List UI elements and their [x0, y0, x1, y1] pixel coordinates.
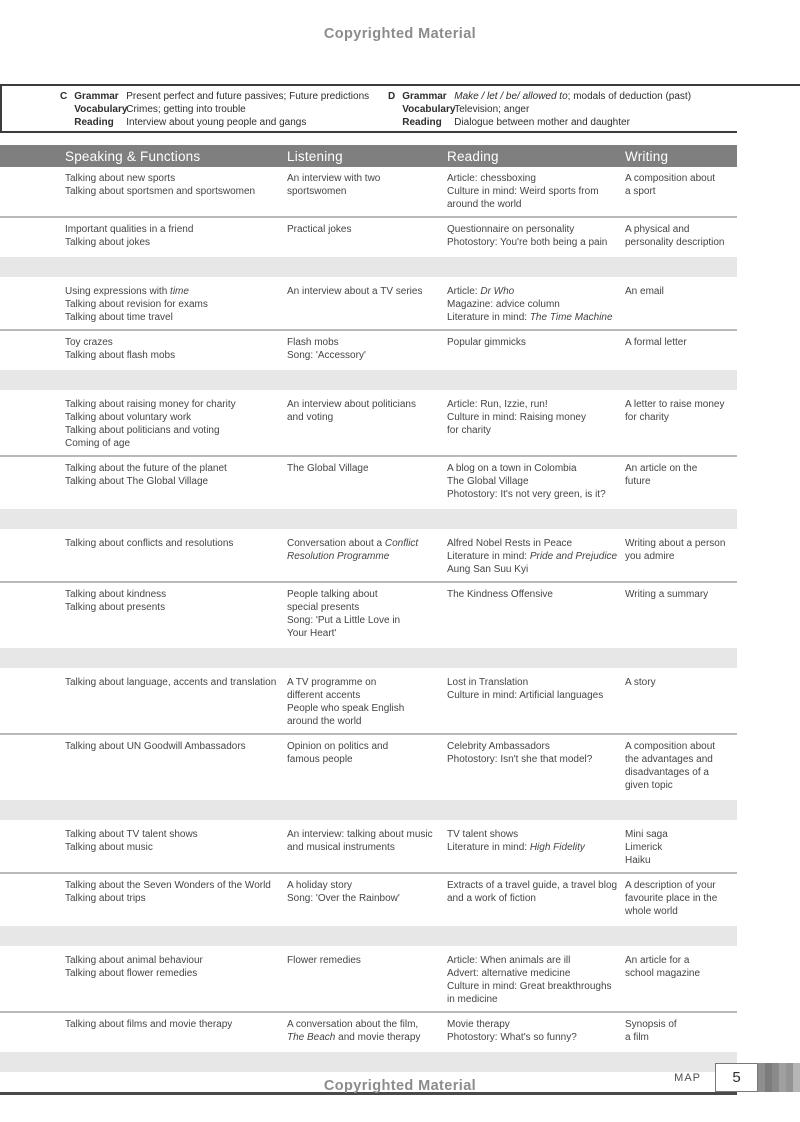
cell-speaking	[65, 740, 287, 792]
cell-line: Talking about language, accents and translation	[65, 677, 277, 688]
cell-line: Talking about voluntary work	[65, 412, 192, 423]
copyright-banner-top: Copyrighted Material	[323, 26, 477, 42]
cell-line: The Global Village	[447, 476, 529, 487]
blank-band	[0, 800, 737, 820]
cell-listening	[287, 879, 447, 918]
cell-writing	[625, 1018, 737, 1044]
cell-speaking	[65, 537, 287, 576]
unit-summary-value: Make / let / be/ allowed to; modals of deduction (past)	[454, 91, 692, 102]
table-row	[0, 874, 737, 923]
cell-line: Talking about animal behaviour	[65, 955, 203, 966]
cell-line: Literature in mind: High Fidelity	[447, 842, 585, 853]
cell-speaking	[65, 398, 287, 450]
copyright-banner-bottom: Copyrighted Material	[323, 1078, 477, 1094]
cell-reading	[447, 1018, 625, 1044]
cell-line: A composition about	[625, 741, 716, 752]
cell-line: Article: chessboxing	[447, 173, 536, 184]
unit-letter: C	[60, 91, 68, 102]
cell-listening	[287, 676, 447, 728]
cell-line: A blog on a town in Colombia	[447, 463, 577, 474]
syllabus-map-table	[0, 145, 737, 1095]
cell-line: Advert: alternative medicine	[447, 968, 571, 979]
cell-line: Literature in mind: The Time Machine	[447, 312, 613, 323]
table-row	[0, 949, 737, 1011]
cell-line: Talking about revision for exams	[65, 299, 208, 310]
blank-band	[0, 257, 737, 277]
cell-line: Photostory: You're both being a pain	[447, 237, 608, 248]
cell-line: Popular gimmicks	[447, 337, 526, 348]
cell-reading	[447, 336, 625, 362]
unit-summary-value: Present perfect and future passives; Future predictions	[126, 91, 370, 102]
cell-writing	[625, 285, 737, 324]
cell-line: A description of your	[625, 880, 716, 891]
cell-line: special presents	[287, 602, 360, 613]
unit-summary-row	[74, 90, 388, 103]
cell-line: A holiday story	[287, 880, 353, 891]
table-row	[0, 393, 737, 455]
cell-line: The Global Village	[287, 463, 369, 474]
blank-band	[0, 648, 737, 668]
blank-band	[0, 926, 737, 946]
cell-line: Alfred Nobel Rests in Peace	[447, 538, 573, 549]
cell-line: Talking about music	[65, 842, 153, 853]
cell-reading	[447, 462, 625, 501]
cell-line: Lost in Translation	[447, 677, 529, 688]
cell-line: Culture in mind: Great breakthroughs	[447, 981, 612, 992]
cell-listening	[287, 828, 447, 867]
cell-line: Talking about presents	[65, 602, 166, 613]
table-row	[0, 167, 737, 216]
cell-line: Talking about new sports	[65, 173, 176, 184]
cell-line: Song: 'Accessory'	[287, 350, 366, 361]
cell-line: the advantages and	[625, 754, 713, 765]
blank-band	[0, 370, 737, 390]
cell-line: Photostory: It's not very green, is it?	[447, 489, 606, 500]
cell-line: A story	[625, 677, 656, 688]
cell-writing	[625, 336, 737, 362]
cell-speaking	[65, 954, 287, 1006]
cell-line: A letter to raise money	[625, 399, 725, 410]
cell-writing	[625, 588, 737, 640]
cell-line: Coming of age	[65, 438, 131, 449]
cell-line: Flower remedies	[287, 955, 361, 966]
cell-listening	[287, 588, 447, 640]
cell-line: Song: 'Put a Little Love in	[287, 615, 401, 626]
cell-line: Photostory: What's so funny?	[447, 1032, 577, 1043]
cell-line: A TV programme on	[287, 677, 377, 688]
cell-line: for charity	[625, 412, 669, 423]
cell-reading	[447, 828, 625, 867]
table-row	[0, 331, 737, 367]
unit-summary-label: Grammar	[74, 91, 119, 102]
cell-line: An interview with two	[287, 173, 381, 184]
unit-summary-rows	[402, 90, 760, 129]
cell-speaking	[65, 588, 287, 640]
cell-line: An article on the	[625, 463, 698, 474]
cell-line: Using expressions with time	[65, 286, 189, 297]
cell-line: in medicine	[447, 994, 498, 1005]
cell-writing	[625, 740, 737, 792]
cell-reading	[447, 954, 625, 1006]
cell-line: A physical and	[625, 224, 690, 235]
cell-line: Talking about raising money for charity	[65, 399, 236, 410]
cell-speaking	[65, 285, 287, 324]
cell-writing	[625, 828, 737, 867]
cell-listening	[287, 740, 447, 792]
cell-line: whole world	[625, 906, 678, 917]
cell-line: Song: 'Over the Rainbow'	[287, 893, 400, 904]
unit-summary-label: Grammar	[402, 91, 447, 102]
cell-writing	[625, 954, 737, 1006]
cell-line: Talking about sportsmen and sportswomen	[65, 186, 256, 197]
cell-reading	[447, 285, 625, 324]
cell-line: Aung San Suu Kyi	[447, 564, 529, 575]
cell-speaking	[65, 223, 287, 249]
cell-line: The Beach and movie therapy	[287, 1032, 421, 1043]
unit-summary-label: Reading	[74, 117, 114, 128]
unit-summary-section	[0, 90, 760, 129]
unit-summary-row	[402, 90, 760, 103]
cell-line: Talking about kindness	[65, 589, 167, 600]
cell-line: Talking about time travel	[65, 312, 173, 323]
cell-line: Talking about films and movie therapy	[65, 1019, 233, 1030]
cell-speaking	[65, 172, 287, 211]
unit-summary-value: Interview about young people and gangs	[126, 117, 307, 128]
cell-writing	[625, 462, 737, 501]
cell-line: Toy crazes	[65, 337, 113, 348]
unit-summary-row	[74, 116, 388, 129]
cell-line: An article for a	[625, 955, 690, 966]
cell-writing	[625, 676, 737, 728]
cell-listening	[287, 462, 447, 501]
column-header-listening: Listening	[287, 148, 343, 164]
cell-line: Culture in mind: Raising money	[447, 412, 586, 423]
cell-line: Celebrity Ambassadors	[447, 741, 550, 752]
cell-line: a film	[625, 1032, 649, 1043]
cell-speaking	[65, 1018, 287, 1044]
cell-line: and voting	[287, 412, 334, 423]
cell-writing	[625, 172, 737, 211]
cell-line: A composition about	[625, 173, 716, 184]
blank-band	[0, 509, 737, 529]
table-row	[0, 823, 737, 872]
cell-reading	[447, 172, 625, 211]
table-row	[0, 735, 737, 797]
unit-summary-label: Vocabulary	[402, 104, 456, 115]
cell-writing	[625, 879, 737, 918]
unit-summary-label: Vocabulary	[74, 104, 128, 115]
cell-reading	[447, 740, 625, 792]
table-row	[0, 671, 737, 733]
unit-summary-bottom-rule	[0, 131, 737, 133]
cell-line: Photostory: Isn't she that model?	[447, 754, 593, 765]
cell-line: An interview: talking about music	[287, 829, 433, 840]
cell-line: for charity	[447, 425, 491, 436]
cell-reading	[447, 676, 625, 728]
cell-line: Talking about flash mobs	[65, 350, 176, 361]
cell-line: Conversation about a Conflict	[287, 538, 419, 549]
cell-writing	[625, 537, 737, 576]
cell-line: Practical jokes	[287, 224, 352, 235]
cell-listening	[287, 954, 447, 1006]
cell-line: Talking about jokes	[65, 237, 151, 248]
cell-line: Questionnaire on personality	[447, 224, 575, 235]
cell-line: Your Heart'	[287, 628, 337, 639]
cell-line: An interview about a TV series	[287, 286, 423, 297]
table-row	[0, 583, 737, 645]
table-row	[0, 532, 737, 581]
cell-line: An interview about politicians	[287, 399, 416, 410]
cell-line: Literature in mind: Pride and Prejudice	[447, 551, 618, 562]
cell-reading	[447, 879, 625, 918]
cell-line: Talking about The Global Village	[65, 476, 209, 487]
cell-line: A conversation about the film,	[287, 1019, 419, 1030]
table-body	[0, 167, 737, 1072]
cell-line: TV talent shows	[447, 829, 519, 840]
cell-line: sportswomen	[287, 186, 347, 197]
table-row	[0, 1013, 737, 1049]
cell-line: A formal letter	[625, 337, 687, 348]
cell-line: Article: Dr Who	[447, 286, 515, 297]
cell-line: Talking about trips	[65, 893, 146, 904]
cell-line: People talking about	[287, 589, 378, 600]
unit-letter: D	[388, 91, 396, 102]
cell-line: Resolution Programme	[287, 551, 390, 562]
table-row	[0, 280, 737, 329]
cell-reading	[447, 223, 625, 249]
unit-summary-value: Crimes; getting into trouble	[126, 104, 246, 115]
cell-listening	[287, 223, 447, 249]
unit-summary-row	[402, 103, 760, 116]
unit-summary-value: Television; anger	[454, 104, 530, 115]
cell-line: school magazine	[625, 968, 701, 979]
column-header-speaking: Speaking & Functions	[65, 148, 201, 164]
cell-line: you admire	[625, 551, 675, 562]
cell-line: People who speak English	[287, 703, 405, 714]
unit-summary-row	[74, 103, 388, 116]
cell-listening	[287, 1018, 447, 1044]
table-row	[0, 218, 737, 254]
unit-summary-C	[60, 90, 388, 129]
cell-line: around the world	[287, 716, 362, 727]
cell-listening	[287, 285, 447, 324]
cell-line: around the world	[447, 199, 522, 210]
cell-line: Article: Run, Izzie, run!	[447, 399, 548, 410]
cell-speaking	[65, 879, 287, 918]
cell-line: Talking about conflicts and resolutions	[65, 538, 234, 549]
cell-line: Important qualities in a friend	[65, 224, 194, 235]
cell-line: future	[625, 476, 651, 487]
cell-speaking	[65, 676, 287, 728]
column-header-reading: Reading	[447, 148, 499, 164]
cell-reading	[447, 398, 625, 450]
cell-line: Flash mobs	[287, 337, 339, 348]
unit-summary-row	[402, 116, 760, 129]
cell-line: Limerick	[625, 842, 663, 853]
cell-line: given topic	[625, 780, 673, 791]
cell-speaking	[65, 462, 287, 501]
cell-listening	[287, 537, 447, 576]
cell-line: Talking about politicians and voting	[65, 425, 220, 436]
cell-line: personality description	[625, 237, 725, 248]
cell-line: Talking about UN Goodwill Ambassadors	[65, 741, 246, 752]
cell-line: Talking about the Seven Wonders of the World	[65, 880, 271, 891]
cell-line: famous people	[287, 754, 353, 765]
cell-line: Talking about TV talent shows	[65, 829, 198, 840]
cell-line: An email	[625, 286, 664, 297]
cell-line: Talking about flower remedies	[65, 968, 198, 979]
unit-summary-D	[388, 90, 760, 129]
cell-listening	[287, 398, 447, 450]
cell-line: Culture in mind: Artificial languages	[447, 690, 604, 701]
cell-line: Culture in mind: Weird sports from	[447, 186, 599, 197]
cell-speaking	[65, 828, 287, 867]
cell-listening	[287, 336, 447, 362]
cell-listening	[287, 172, 447, 211]
cell-line: Synopsis of	[625, 1019, 677, 1030]
unit-summary-label: Reading	[402, 117, 442, 128]
top-rule	[0, 84, 800, 86]
cell-line: disadvantages of a	[625, 767, 709, 778]
cell-writing	[625, 223, 737, 249]
cell-line: and a work of fiction	[447, 893, 536, 904]
cell-line: The Kindness Offensive	[447, 589, 553, 600]
cell-line: Talking about the future of the planet	[65, 463, 227, 474]
cell-writing	[625, 398, 737, 450]
cell-line: Opinion on politics and	[287, 741, 389, 752]
cell-line: Writing a summary	[625, 589, 709, 600]
unit-summary-rows	[74, 90, 388, 129]
cell-line: and musical instruments	[287, 842, 395, 853]
table-row	[0, 457, 737, 506]
map-label: MAP	[674, 1071, 701, 1084]
column-header-writing: Writing	[625, 148, 669, 164]
cell-line: Haiku	[625, 855, 651, 866]
cell-line: Movie therapy	[447, 1019, 510, 1030]
cell-reading	[447, 537, 625, 576]
cell-line: a sport	[625, 186, 656, 197]
cell-line: Magazine: advice column	[447, 299, 560, 310]
unit-summary-value: Dialogue between mother and daughter	[454, 117, 630, 128]
cell-line: different accents	[287, 690, 361, 701]
cell-line: Extracts of a travel guide, a travel blog	[447, 880, 618, 891]
page-number: 5	[732, 1069, 741, 1086]
cell-line: Mini saga	[625, 829, 668, 840]
cell-reading	[447, 588, 625, 640]
cell-line: Article: When animals are ill	[447, 955, 571, 966]
cell-speaking	[65, 336, 287, 362]
cell-line: Writing about a person	[625, 538, 726, 549]
table-header-row	[0, 145, 737, 167]
cell-line: favourite place in the	[625, 893, 718, 904]
